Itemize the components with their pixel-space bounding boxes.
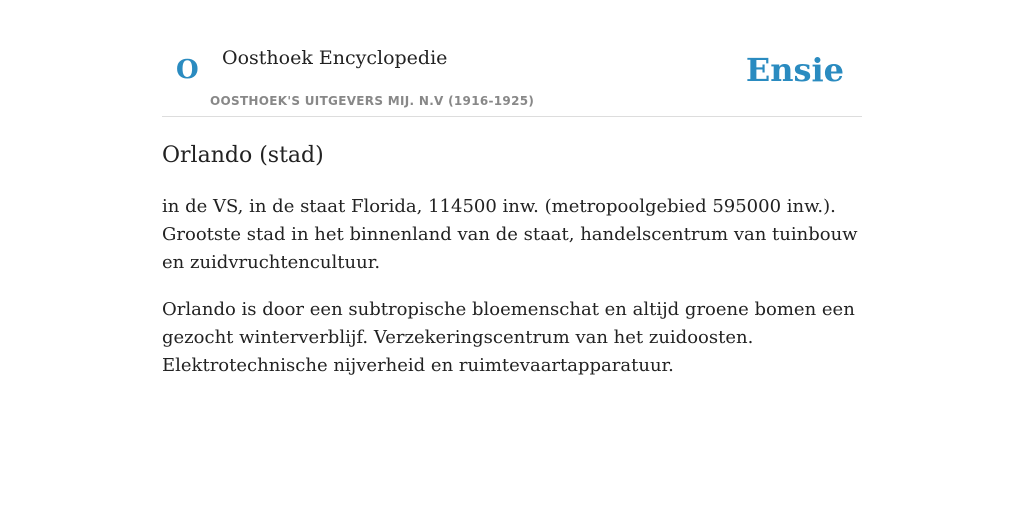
site-header xyxy=(162,0,862,117)
article-title: Orlando (stad) xyxy=(162,143,324,168)
page-container xyxy=(162,0,862,380)
article-paragraph-2: Orlando is door een subtropische bloemenschat en altijd groene bomen een gezocht winterverblijf. Verzekeringscentrum van het zuidoosten. Elektrotechnische nijverheid en ruimtevaartapparatuur. xyxy=(162,299,855,376)
encyclopedia-title[interactable]: Oosthoek Encyclopedie xyxy=(222,47,448,69)
article-paragraph-1: in de VS, in de staat Florida, 114500 inw. (metropoolgebied 595000 inw.). Grootste stad in het binnenland van de staat, handelscentrum van tuinbouw en zuidvruchtencultuur. xyxy=(162,196,858,273)
publisher-subtitle: OOSTHOEK'S UITGEVERS MIJ. N.V (1916-1925) xyxy=(210,94,535,108)
encyclopedia-logo[interactable]: O xyxy=(176,55,199,85)
ensie-brand-logo[interactable]: Ensie xyxy=(745,51,844,89)
